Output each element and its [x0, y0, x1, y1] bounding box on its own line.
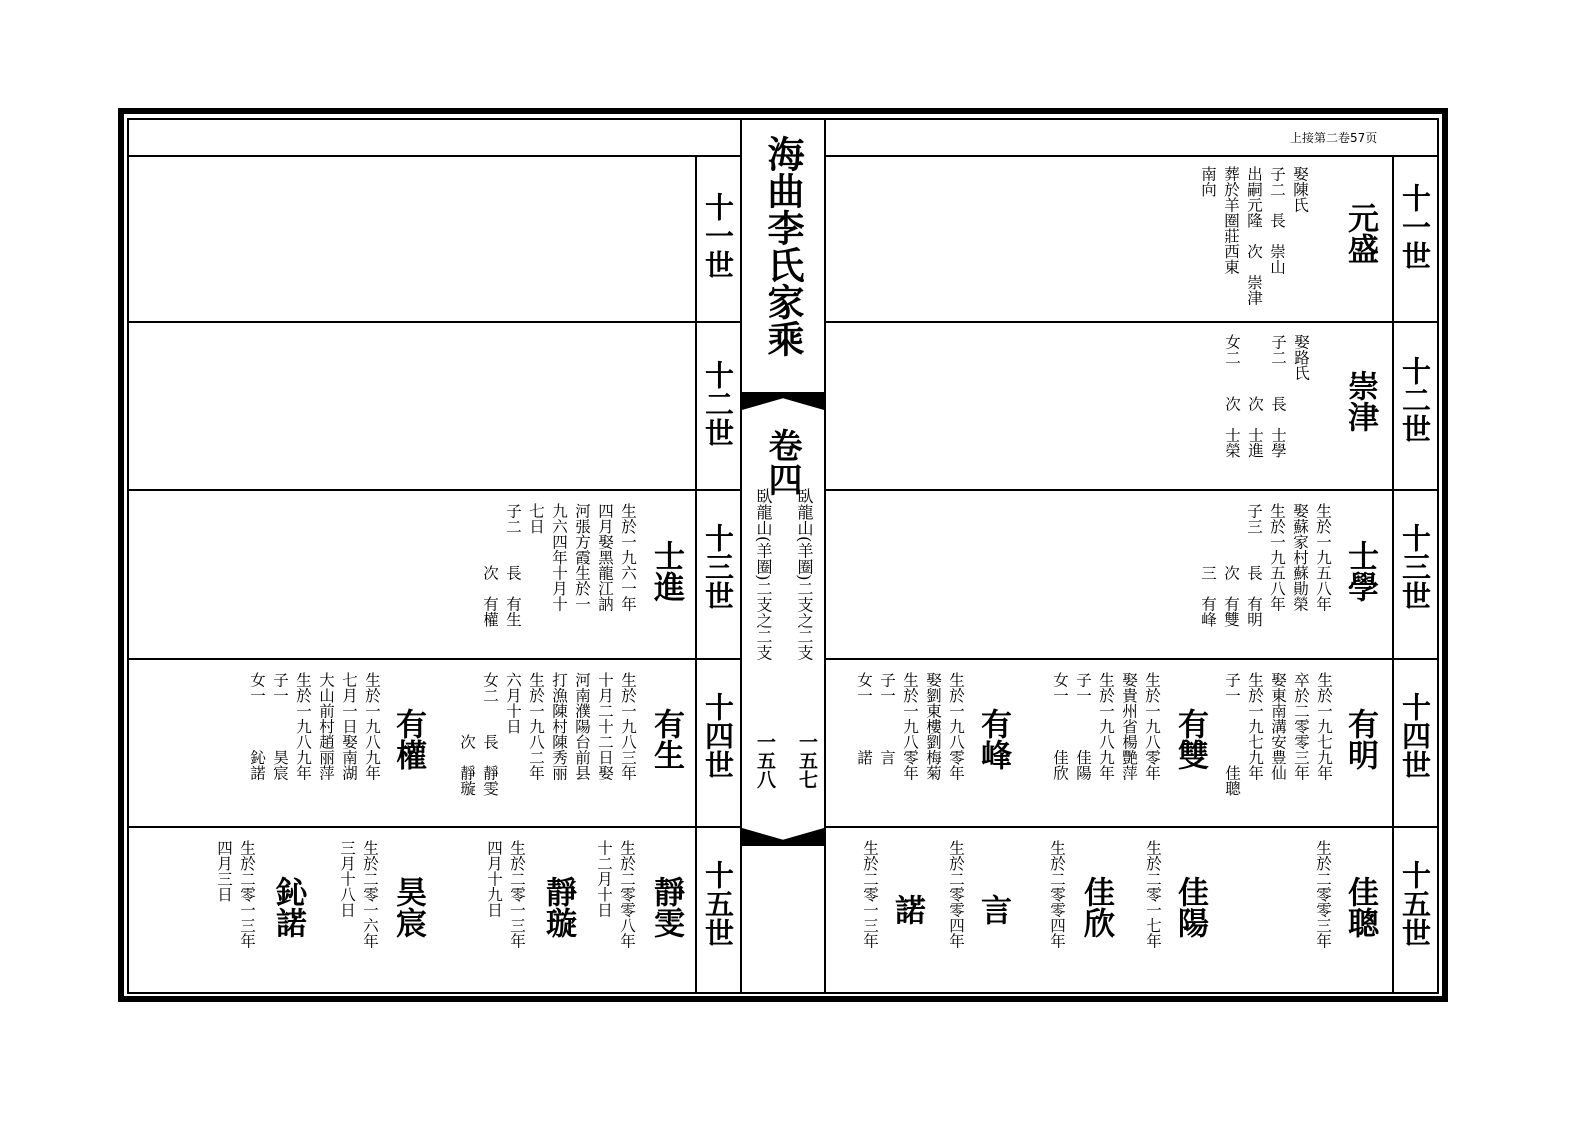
person-name: 昊宸	[390, 876, 426, 938]
generation-label-left-14: 十四世	[701, 692, 735, 779]
generation-label-left-11: 十一世	[701, 192, 735, 279]
person-name: 有權	[390, 708, 426, 770]
person-name: 元盛	[1342, 202, 1378, 264]
row-separator	[826, 658, 1438, 660]
person-details: 生於一九八零年 娶劉東樓劉梅菊 生於一九八零年 子一 言 女一 諾	[855, 672, 965, 781]
right-generation-column-border	[1392, 155, 1394, 994]
book-title: 海曲李氏家乘	[761, 135, 805, 357]
generation-label-right-11: 十一世	[1398, 183, 1432, 270]
generation-label-right-15: 十五世	[1398, 860, 1432, 947]
spine-page-left: 一五八	[754, 732, 776, 789]
person-details: 生於二零一三年	[861, 840, 879, 949]
person-details: 生於二零零四年	[947, 840, 965, 949]
person-details: 生於二零一三年 四月三日	[215, 840, 256, 949]
person-name: 諾	[889, 894, 925, 925]
spine-left-border	[740, 118, 742, 994]
person-details: 生於二零零三年	[1314, 840, 1332, 949]
person-details: 生於一九八零年 娶貴州省楊艷萍 生於一九八九年 子一 佳陽 女一 佳欣	[1051, 672, 1161, 781]
spine-branch-left: 臥龍山(羊圈)二支之二支	[754, 488, 773, 661]
volume-label: 卷四	[762, 428, 802, 496]
person-name: 崇津	[1342, 370, 1378, 432]
person-name: 佳欣	[1078, 876, 1114, 938]
left-header-line	[127, 155, 740, 157]
spine-right-border	[824, 118, 826, 994]
person-details: 生於一九八九年 七月一日娶南湖 大山前村趙丽萍 生於一九八九年 子一 昊宸 女一 鈊諾	[248, 672, 381, 781]
row-separator	[127, 489, 740, 491]
header-note: 上接第二卷57页	[1290, 131, 1378, 145]
left-generation-column-border	[695, 155, 697, 994]
spine-page-right: 一五七	[796, 732, 818, 789]
person-name: 鈊諾	[270, 876, 306, 938]
person-details: 生於一九五八年 娶蘇家村蘇勛榮 生於一九五八年 子三 長 有明 次 有雙 三 有峰	[1199, 503, 1332, 627]
generation-label-left-15: 十五世	[701, 860, 735, 947]
person-name: 有峰	[975, 708, 1011, 770]
person-details: 娶陳氏 子二 長 崇山 出嗣元隆 次 崇津 葬於羊圈莊西東 南向	[1199, 166, 1309, 306]
person-details: 生於一九六一年 四月娶黑龍江訥 河張方霞生於一 九六四年十月十 七日 子二 長 有生 次 有權	[481, 503, 637, 627]
right-header-line	[826, 155, 1438, 157]
generation-label-right-13: 十三世	[1398, 523, 1432, 610]
person-details: 生於一九八三年 十月二十二日娶 河南濮陽台前县 打漁陳村陳秀丽 生於一九八二年 六月十日 女二 長 靜雯 次 靜璇	[458, 672, 637, 796]
person-name: 佳聰	[1342, 876, 1378, 938]
row-separator	[826, 489, 1438, 491]
generation-label-left-13: 十三世	[701, 523, 735, 610]
row-separator	[127, 658, 740, 660]
person-name: 靜璇	[540, 876, 576, 938]
row-separator	[826, 826, 1438, 828]
person-details: 生於二零一三年 四月十九日	[485, 840, 526, 949]
person-details: 生於二零零四年	[1048, 840, 1066, 949]
row-separator	[127, 321, 740, 323]
row-separator	[826, 321, 1438, 323]
person-details: 生於二零零八年 十二月十日	[595, 840, 636, 949]
person-name: 靜雯	[648, 876, 684, 938]
row-separator	[127, 826, 740, 828]
person-name: 言	[975, 894, 1011, 925]
generation-label-right-14: 十四世	[1398, 692, 1432, 779]
person-name: 有雙	[1172, 708, 1208, 770]
person-name: 士學	[1342, 540, 1378, 602]
person-details: 生於一九七九年 卒於二零零三年 娶東南溝安豊仙 生於一九七九年 子一 佳聰	[1223, 672, 1333, 796]
person-details: 生於二零一六年 三月十八日	[338, 840, 379, 949]
person-name: 有生	[648, 708, 684, 770]
person-name: 有明	[1342, 708, 1378, 770]
person-name: 士進	[648, 540, 684, 602]
person-name: 佳陽	[1172, 876, 1208, 938]
person-details: 娶路氏 子二 長 士學 次 士進 女二 次 士榮	[1223, 334, 1310, 458]
generation-label-right-12: 十二世	[1398, 356, 1432, 443]
spine-branch-right: 臥龍山(羊圈)二支之二支	[795, 488, 814, 661]
person-details: 生於二零一七年	[1144, 840, 1162, 949]
generation-label-left-12: 十二世	[701, 360, 735, 447]
